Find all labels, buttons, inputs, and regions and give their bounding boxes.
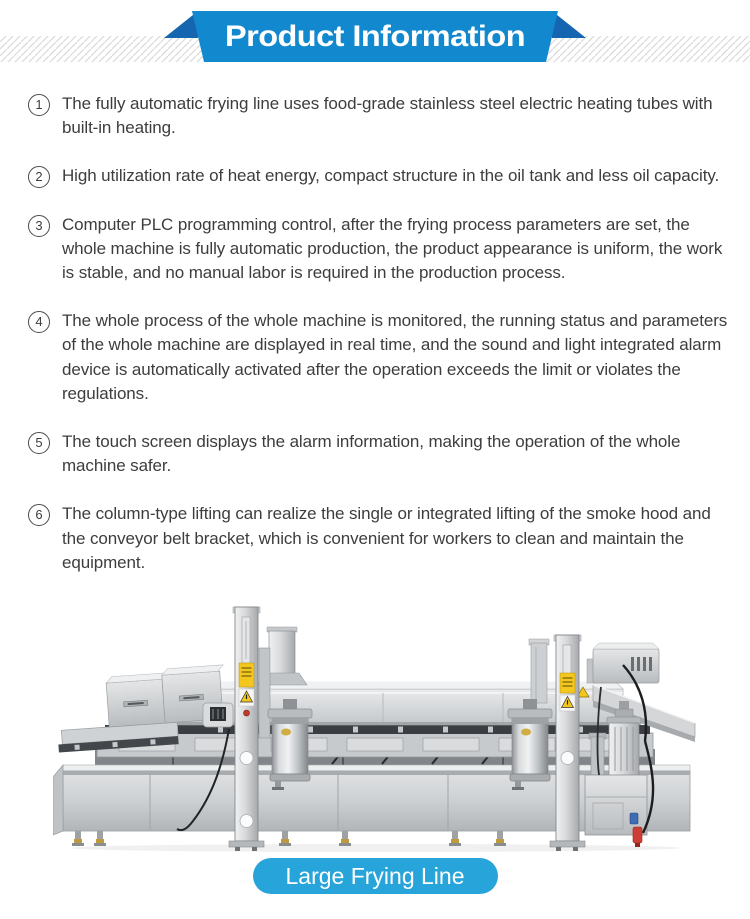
- brand-badge: [521, 729, 531, 736]
- feature-number-badge: 6: [28, 504, 50, 526]
- feature-number-badge: 1: [28, 94, 50, 116]
- feature-number-badge: 4: [28, 311, 50, 333]
- auxiliary-post-right: [529, 639, 549, 703]
- feature-text: Computer PLC programming control, after the frying process parameters are set, the whole machine is fully automatic production, the product appearance is uniform, the work is stable, and no manual labor is required in the production process.: [62, 214, 723, 283]
- ground-shadow: [70, 844, 680, 852]
- feature-text: High utilization rate of heat energy, compact structure in the oil tank and less oil capacity.: [62, 166, 720, 186]
- frying-line-machine-illustration: [53, 601, 698, 853]
- brand-badge: [281, 729, 291, 736]
- feature-item-2: [28, 164, 730, 188]
- caption-pill: Large Frying Line: [253, 858, 498, 894]
- feature-number-badge: 5: [28, 432, 50, 454]
- ribbon-left-fold: [164, 11, 198, 38]
- end-drive-housing: [587, 643, 659, 683]
- ribbon-graphic: [0, 0, 750, 70]
- red-connector-tip: [635, 843, 640, 847]
- product-photo-frying-line: [0, 601, 750, 894]
- feature-text: The whole process of the whole machine is monitored, the running status and parameters of the whole machine are displayed in real time, and the sound and light integrated alarm device is automatically activated after the operation exceeds the limit or violates the regulations.: [62, 311, 728, 403]
- drive-motor: [203, 703, 233, 727]
- blue-connector: [630, 813, 638, 824]
- page-title: Product Information: [225, 20, 525, 53]
- feature-text: The fully automatic frying line uses food-grade stainless steel electric heating tubes with built-in heating.: [62, 94, 713, 138]
- feature-number-badge: 3: [28, 215, 50, 237]
- ribbon-right-fold: [552, 11, 586, 38]
- feature-item-3: [28, 213, 730, 286]
- frying-pot-2: [508, 699, 552, 790]
- feature-text: The column-type lifting can realize the single or integrated lifting of the smoke hood and the conveyor belt bracket, which is convenient for workers to clean and maintain the equipment.: [62, 504, 711, 572]
- feature-item-5: [28, 430, 730, 478]
- product-information-section: [0, 92, 750, 894]
- ribbon-banner: [0, 0, 750, 70]
- feature-text: The touch screen displays the alarm information, making the operation of the whole machine safer.: [62, 432, 681, 476]
- feature-number-badge: 2: [28, 166, 50, 188]
- warning-label: [560, 673, 575, 693]
- feature-item-1: [28, 92, 730, 140]
- machine-feet: [72, 831, 506, 846]
- feature-item-4: [28, 309, 730, 406]
- feature-list: [0, 92, 750, 575]
- feature-item-6: [28, 502, 730, 575]
- emergency-button: [243, 710, 249, 716]
- auxiliary-post-left: [259, 648, 270, 738]
- warning-label: [239, 663, 254, 687]
- red-connector: [633, 827, 642, 843]
- frying-pot-1: [268, 699, 312, 790]
